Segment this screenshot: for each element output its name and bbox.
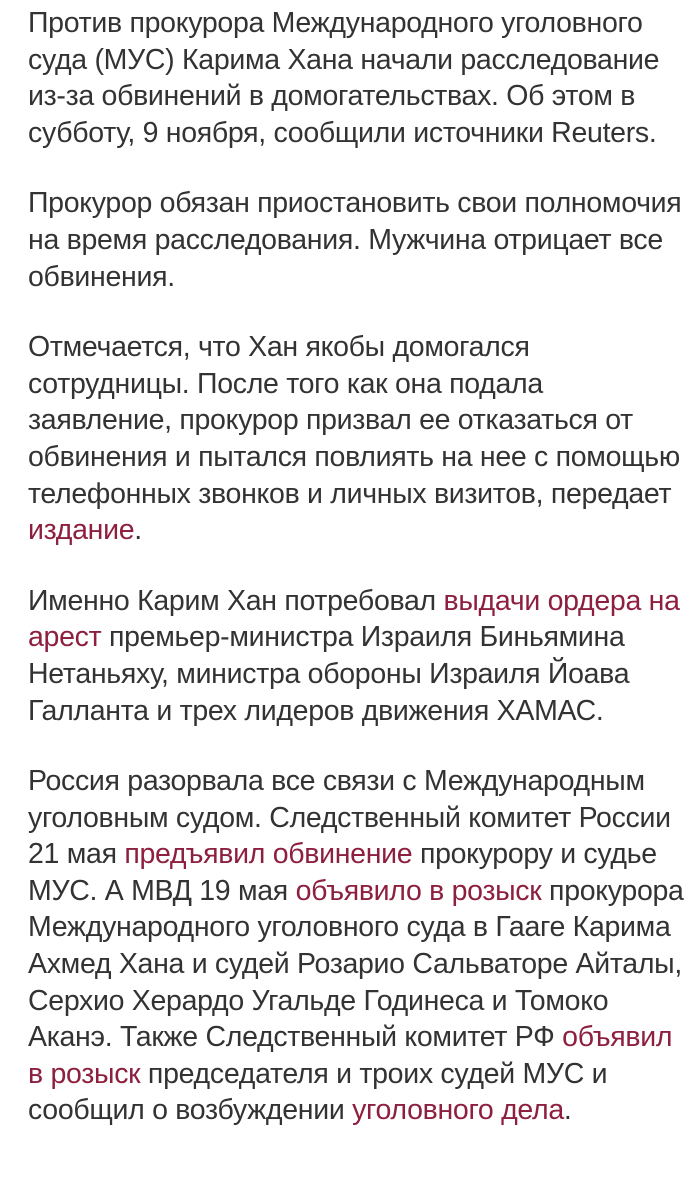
- link-wanted-sk[interactable]: объявил в розыск: [28, 1021, 673, 1090]
- paragraph: [28, 583, 686, 729]
- text-run: .: [134, 514, 142, 547]
- link-criminal-case[interactable]: уголовного дела: [352, 1094, 564, 1127]
- paragraph: [28, 763, 686, 1129]
- text-run: председателя и троих судей МУС и сообщил о возбуждении: [28, 1057, 608, 1127]
- link-arrest-warrant[interactable]: выдачи ордера на арест: [28, 584, 680, 654]
- text-run: Россия разорвала все связи с Международным уголовным судом. Следственный комитет России 21 мая: [28, 765, 671, 871]
- text-run: Прокурор обязан приостановить свои полномочия на время расследования. Мужчина отрицает все обвинения.: [28, 187, 682, 293]
- paragraph: [28, 5, 686, 151]
- text-run: премьер-министра Израиля Биньямина Нетаньяху, министра обороны Израиля Йоава Галланта и трех лидеров движения ХАМАС.: [28, 621, 630, 727]
- text-run: Именно Карим Хан потребовал: [28, 584, 444, 617]
- text-run: прокурору и судье МУС. А МВД 19 мая: [28, 838, 657, 907]
- text-run: Против прокурора Международного уголовного суда (МУС) Карима Хана начали расследование из-за обвинений в домогательствах. Об этом в субботу, 9 ноября, сообщили источники Reuters.: [28, 7, 660, 149]
- text-run: Отмечается, что Хан якобы домогался сотрудницы. После того как она подала заявление, прокурор призвал ее отказаться от обвинения и пытался повлиять на нее с помощью телефонных звонков и личных визитов, передает: [28, 331, 680, 510]
- link-charged[interactable]: предъявил обвинение: [124, 838, 413, 871]
- paragraph: [28, 329, 686, 549]
- text-run: прокурора Международного уголовного суда в Гааге Карима Ахмед Хана и судей Розарио Сальваторе Айталы, Серхио Херардо Угальде Годинеса и Томоко Аканэ. Также Следственный комитет РФ: [28, 874, 684, 1054]
- paragraph: [28, 185, 686, 295]
- link-izdanie[interactable]: издание: [28, 514, 135, 547]
- link-wanted-mvd[interactable]: объявило в розыск: [295, 874, 542, 907]
- text-run: .: [563, 1094, 572, 1127]
